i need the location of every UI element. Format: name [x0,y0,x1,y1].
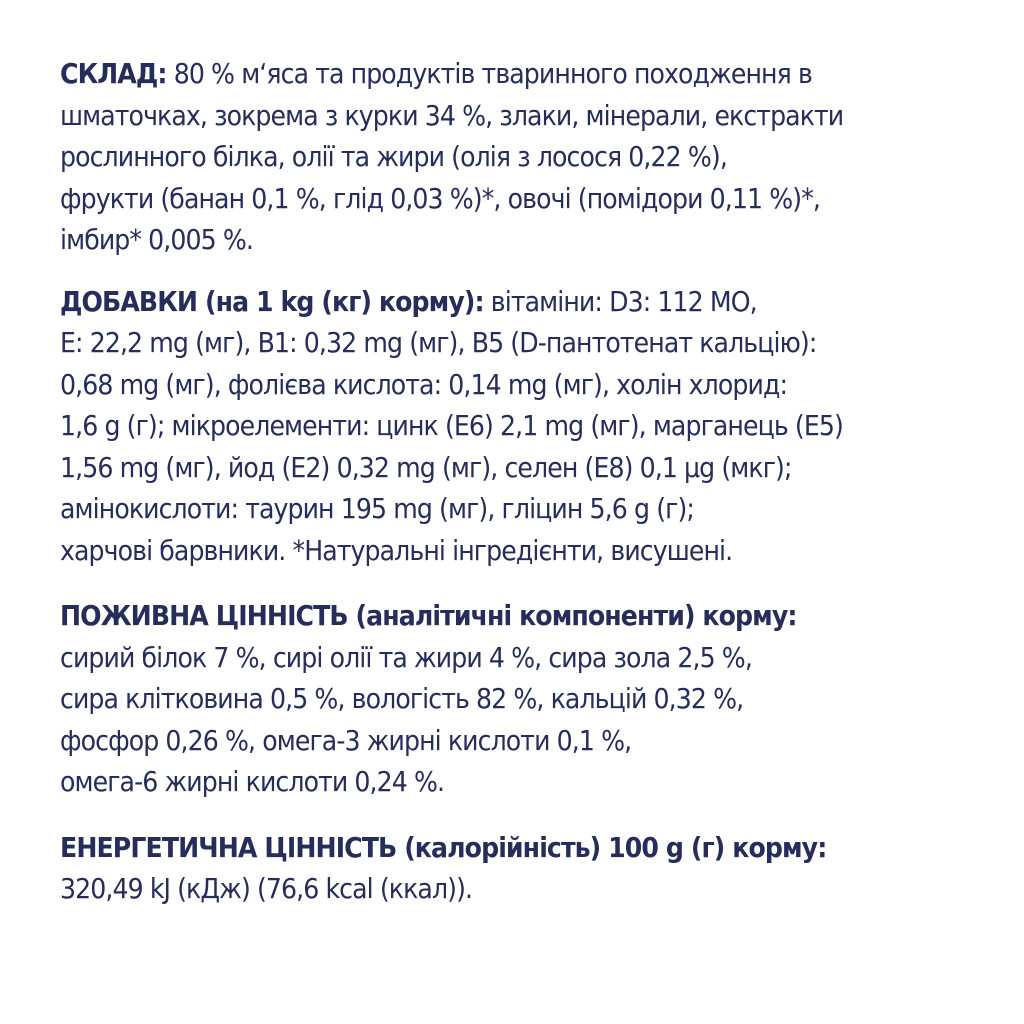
composition-line-4: фрукти (банан 0,1 %, глід 0,03 %)*, овочі (помідори 0,11 %)*, [60,181,820,215]
additives-line-2: E: 22,2 mg (мг), B1: 0,32 mg (мг), B5 (D-пантотенат кальцію): [60,326,817,359]
nutritional-line-2: сира клітковина 0,5 %, вологість 82 %, кальцій 0,32 %, [60,682,744,715]
nutritional-line-1: сирий білок 7 %, сирі олії та жири 4 %, сира зола 2,5 %, [60,640,752,674]
composition-line-3: рослинного білка, олії та жири (олія з лосося 0,22 %), [60,140,727,173]
product-label-text [60,53,1000,932]
composition-label: СКЛАД: [60,57,167,90]
energy-value-label: ЕНЕРГЕТИЧНА ЦІННІСТЬ (калорійність) 100 g (г) корму: [60,830,827,864]
section-additives [60,281,1000,572]
nutritional-line-3: фосфор 0,26 %, омега-3 жирні кислоти 0,1 %, [60,723,632,757]
additives-line-3: 0,68 mg (мг), фолієва кислота: 0,14 mg (мг), холін хлорид: [60,367,788,401]
additives-line-1: ДОБАВКИ (на 1 kg (кг) корму): вітаміни: D3: 112 МО, [60,284,757,318]
additives-line-4: 1,6 g (г); мікроелементи: цинк (E6) 2,1 mg (мг), марганець (E5) [60,409,843,442]
section-nutritional-value [60,595,1000,803]
nutritional-value-label: ПОЖИВНА ЦІННІСТЬ (аналітичні компоненти) корму: [60,599,797,632]
section-composition [60,53,1000,261]
section-energy-value [60,827,1000,910]
composition-line-5: імбир* 0,005 %. [60,223,254,256]
composition-line-1: СКЛАД: 80 % м‘яса та продуктів тваринного походження в [60,57,812,90]
additives-line-6: амінокислоти: таурин 195 mg (мг), гліцин 5,6 g (г); [60,492,694,525]
additives-line-5: 1,56 mg (мг), йод (E2) 0,32 mg (мг), селен (E8) 0,1 µg (мкг); [60,450,792,484]
composition-line-2: шматочках, зокрема з курки 34 %, злаки, мінерали, екстракти [60,98,844,132]
additives-line-7: харчові барвники. *Натуральні інгредієнти, висушені. [60,533,733,567]
nutritional-line-4: омега-6 жирні кислоти 0,24 %. [60,765,445,798]
additives-label: ДОБАВКИ (на 1 kg (кг) корму): [60,284,484,318]
energy-line-1: 320,49 kJ (кДж) (76,6 kcal (ккал)). [60,872,473,905]
